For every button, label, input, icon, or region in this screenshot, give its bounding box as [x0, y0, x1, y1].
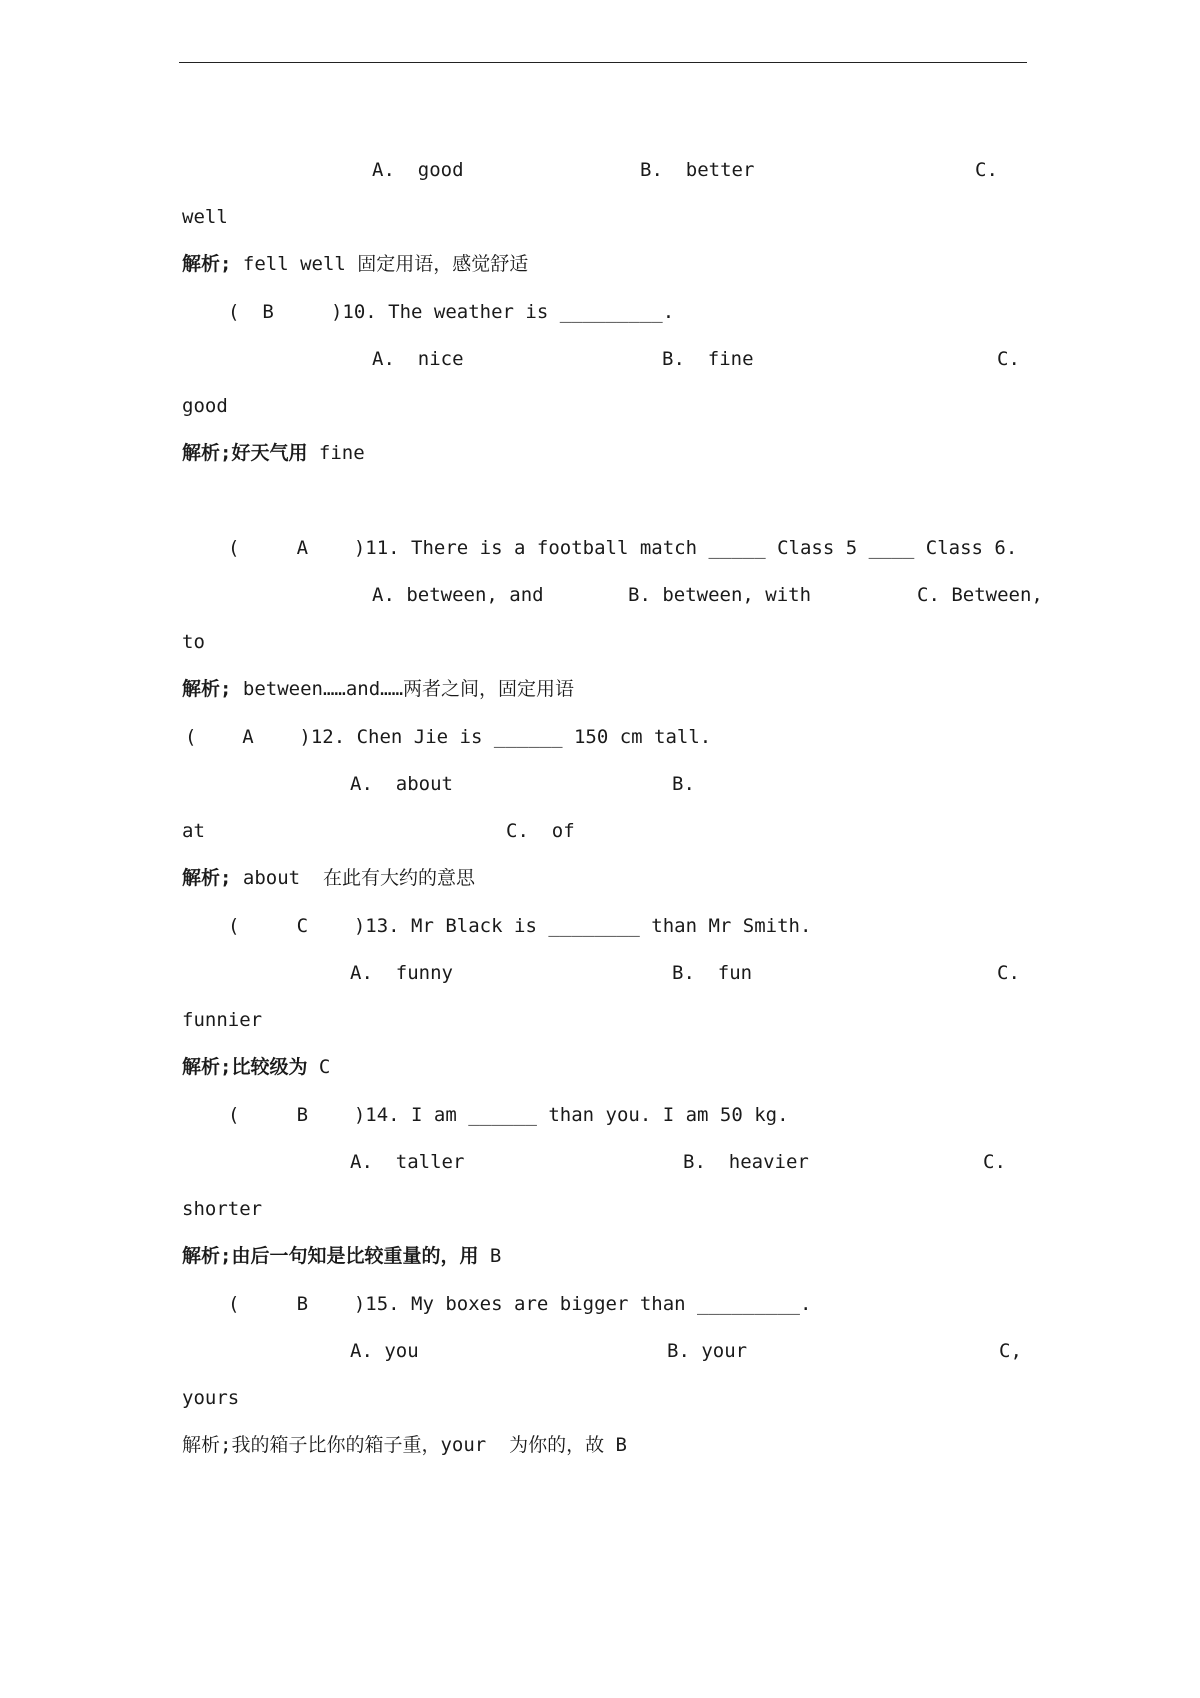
- q13-option-c: C.: [997, 962, 1020, 984]
- q14-analysis: [182, 1244, 501, 1268]
- q12-question: [185, 725, 711, 749]
- analysis-label: 解析;由后一句知是比较重量的，用: [182, 1245, 479, 1267]
- question-stem: Chen Jie is ______ 150 cm tall.: [345, 726, 712, 748]
- analysis-label: 解析;: [182, 678, 232, 700]
- q11-option-c: C. Between,: [917, 584, 1043, 606]
- question-number: 15.: [365, 1293, 400, 1315]
- q12-option-a: A. about: [350, 773, 453, 795]
- analysis-text: fine: [307, 442, 365, 464]
- q9-option-c: C.: [975, 159, 998, 181]
- answer-bracket: ( B ): [228, 301, 343, 323]
- answer-bracket: ( B ): [228, 1293, 366, 1315]
- q13-option-a: A. funny: [350, 962, 453, 984]
- q14-option-a: A. taller: [350, 1151, 465, 1173]
- question-stem: I am ______ than you. I am 50 kg.: [399, 1104, 789, 1126]
- q10-analysis: [182, 441, 365, 465]
- q11-option-a: A. between, and: [372, 584, 544, 606]
- q9-option-b: B. better: [640, 159, 755, 181]
- q10-option-a: A. nice: [372, 348, 464, 370]
- q11-analysis: [182, 677, 574, 701]
- q11-question: [228, 536, 1017, 560]
- answer-bracket: ( A ): [228, 537, 366, 559]
- analysis-text: B: [478, 1245, 502, 1267]
- q12-option-b-text: at: [182, 820, 205, 842]
- q15-option-a: A. you: [350, 1340, 419, 1362]
- question-number: 11.: [365, 537, 400, 559]
- question-number: 14.: [365, 1104, 400, 1126]
- analysis-label: 解析;: [182, 253, 232, 275]
- question-number: 10.: [342, 301, 377, 323]
- analysis-text: between……and……两者之间，固定用语: [231, 678, 575, 700]
- analysis-label: 解析;好天气用: [182, 442, 308, 464]
- analysis-label: 解析;比较级为: [182, 1056, 308, 1078]
- analysis-text: 解析;我的箱子比你的箱子重，your 为你的，故 B: [182, 1434, 627, 1456]
- q10-option-b: B. fine: [662, 348, 754, 370]
- q12-option-c: C. of: [506, 820, 575, 842]
- header-rule: [179, 62, 1027, 63]
- q13-question: [228, 914, 811, 938]
- q14-question: [228, 1103, 789, 1127]
- q14-option-c-text: shorter: [182, 1198, 263, 1220]
- analysis-text: C: [307, 1056, 331, 1078]
- question-stem: My boxes are bigger than _________.: [399, 1293, 812, 1315]
- question-stem: Mr Black is ________ than Mr Smith.: [399, 915, 812, 937]
- q12-analysis: [182, 866, 475, 890]
- q11-option-c-text: to: [182, 631, 205, 653]
- question-stem: There is a football match _____ Class 5 ____ Class 6.: [399, 537, 1018, 559]
- q11-option-b: B. between, with: [628, 584, 812, 606]
- answer-bracket: ( C ): [228, 915, 366, 937]
- q12-option-b: B.: [672, 773, 695, 795]
- question-number: 12.: [310, 726, 346, 748]
- q10-option-c-text: good: [182, 395, 228, 417]
- q15-option-c: C,: [999, 1340, 1022, 1362]
- question-stem: The weather is _________.: [376, 301, 675, 323]
- q10-question: [228, 300, 674, 324]
- q10-option-c: C.: [997, 348, 1020, 370]
- analysis-text: fell well 固定用语，感觉舒适: [231, 253, 529, 275]
- answer-bracket: ( B ): [228, 1104, 366, 1126]
- q14-option-b: B. heavier: [683, 1151, 809, 1173]
- q15-analysis: [182, 1433, 627, 1457]
- answer-bracket: ( A ): [185, 726, 311, 748]
- q9-analysis: [182, 252, 528, 276]
- q14-option-c: C.: [983, 1151, 1006, 1173]
- q13-analysis: [182, 1055, 330, 1079]
- q9-option-c-text: well: [182, 206, 228, 228]
- q13-option-c-text: funnier: [182, 1009, 263, 1031]
- q15-question: [228, 1292, 811, 1316]
- q9-option-a: A. good: [372, 159, 464, 181]
- analysis-text: about 在此有大约的意思: [231, 867, 475, 889]
- q15-option-b: B. your: [667, 1340, 748, 1362]
- q13-option-b: B. fun: [672, 962, 753, 984]
- q15-option-c-text: yours: [182, 1387, 240, 1409]
- question-number: 13.: [365, 915, 400, 937]
- analysis-label: 解析;: [182, 867, 232, 889]
